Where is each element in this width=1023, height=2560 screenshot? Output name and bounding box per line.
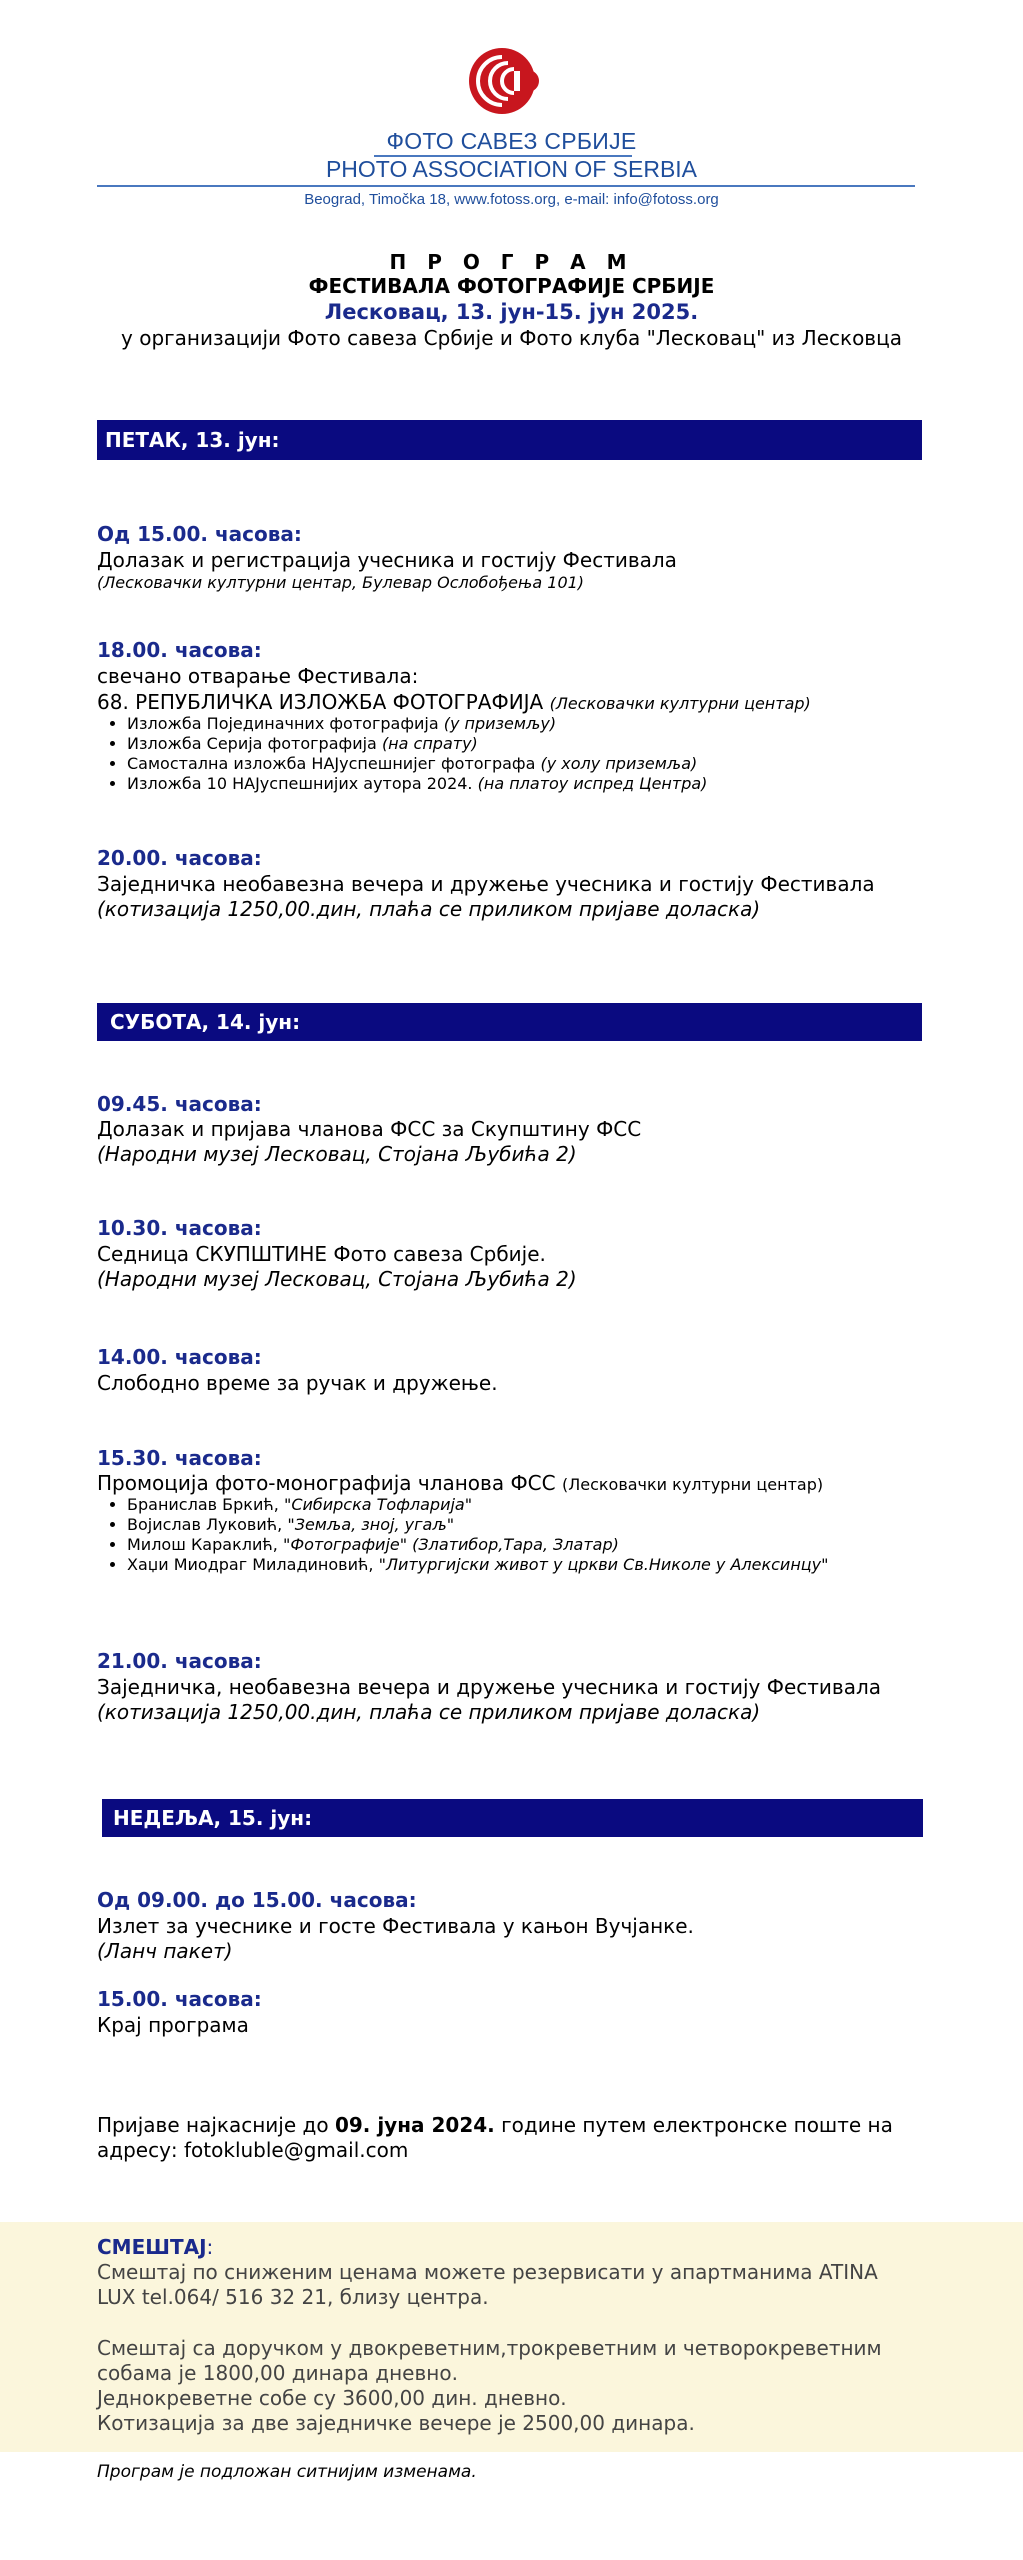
event-text: Долазак и пријава чланова ФСС за Скупштину ФСС [97,1117,642,1141]
registration-date: 09. јуна 2024. [334,2113,495,2137]
exhibition-location: (Лесковачки културни центар) [549,694,811,713]
accommodation-title: СМЕШТАЈ: [97,2235,214,2259]
day-banner-saturday: СУБОТА, 14. јун: [97,1003,922,1041]
event-time: Од 15.00. часова: [97,522,302,546]
org-address: Beograd, Timočka 18, www.fotoss.org, e-mail: info@fotoss.org [304,191,719,208]
event-text: свечано отварање Фестивала: [97,664,419,688]
event-text: Слободно време за ручак и дружење. [97,1371,498,1395]
list-item: • Милош Караклић, "Фотографије" (Златибор,Тара, Златар) [127,1535,829,1555]
list-item: • Изложба Серија фотографија (на спрату) [127,734,707,754]
accommodation-single-room: Једнокреветне собе су 3600,00 дин. дневно. [97,2386,567,2410]
event-text-promotion [97,1471,823,1495]
event-time: 14.00. часова: [97,1345,262,1369]
event-text: Заједничка необавезна вечера и дружење учесника и гостију Фестивала [97,872,875,896]
accommodation-dinner-fee: Котизација за две заједничке вечере је 2500,00 динара. [97,2411,695,2435]
promotion-title: Промоција фото-монографија чланова ФСС [97,1471,556,1495]
event-location: (Народни музеј Лесковац, Стојана Љубића 2) [97,1142,577,1166]
event-note: (Ланч пакет) [97,1939,233,1963]
day-banner-friday: ПЕТАК, 13. јун: [97,420,922,460]
list-item: • Бранислав Бркић, "Сибирска Тофларија" [127,1495,829,1515]
footer-note: Програм је подложан ситнијим изменама. [97,2462,477,2482]
org-name-english: PHOTO ASSOCIATION OF SERBIA [325,156,698,182]
event-time: Од 09.00. до 15.00. часова: [97,1888,417,1912]
event-text: Долазак и регистрација учесника и гостију Фестивала [97,548,677,572]
event-location: (Народни музеј Лесковац, Стојана Љубића 2) [97,1267,577,1291]
fss-logo [468,45,544,117]
registration-deadline: Пријаве најкасније до 09. јуна 2024. године путем електронске поште на адресу: fotokluble@gmail.com [97,2113,893,2162]
list-item: • Самостална изложба НАЈуспешнијег фотографа (у холу приземља) [127,754,707,774]
list-item: • Изложба 10 НАЈуспешнијих аутора 2024. (на платоу испред Центра) [127,774,707,794]
day-banner-sunday: НЕДЕЉА, 15. јун: [102,1799,923,1837]
event-time: 15.00. часова: [97,1987,262,2011]
event-location: (Лесковачки културни центар, Булевар Ослобођења 101) [97,573,585,592]
list-item: • Изложба Појединачних фотографија (у приземљу) [127,714,707,734]
exhibition-list [97,714,707,794]
accommodation-info: Смештај по сниженим ценама можете резервисати у апартманима ATINA LUX tel.064/ 516 32 21, близу центра. [97,2260,878,2309]
festival-place-date: Лесковац, 13. јун-15. јун 2025. [324,300,699,324]
org-name-serbian: ФОТО САВЕЗ СРБИЈЕ [386,128,637,154]
event-fee-note: (котизација 1250,00.дин, плаћа се приликом пријаве доласка) [97,1700,761,1724]
event-time: 21.00. часова: [97,1649,262,1673]
event-time: 15.30. часова: [97,1446,262,1470]
event-text: Заједничка, необавезна вечера и дружење учесника и гостију Фестивала [97,1675,881,1699]
promotion-location: (Лесковачки културни центар) [561,1475,824,1494]
list-item: • Војислав Луковић, "Земља, зној, угаљ" [127,1515,829,1535]
list-item: • Хаџи Миодраг Миладиновић, "Литургијски живот у цркви Св.Николе у Алексинцу" [127,1555,829,1575]
event-time: 20.00. часова: [97,846,262,870]
festival-title: ФЕСТИВАЛА ФОТОГРАФИЈЕ СРБИЈЕ [308,274,715,298]
event-time: 09.45. часова: [97,1092,262,1116]
event-fee-note: (котизација 1250,00.дин, плаћа се приликом пријаве доласка) [97,897,761,921]
header-divider-long [97,185,915,187]
event-text: Излет за учеснике и госте Фестивала у кањон Вучјанке. [97,1914,694,1938]
accommodation-prices: Смештај са доручком у двокреветним,трокреветним и четворокреветним собама је 1800,00 динара дневно. [97,2336,882,2385]
program-title: П Р О Г Р А М [389,250,634,274]
exhibition-title: 68. РЕПУБЛИЧКА ИЗЛОЖБА ФОТОГРАФИЈА [97,690,544,714]
event-time: 10.30. часова: [97,1216,262,1240]
event-text-exhibition [97,690,811,714]
event-time: 18.00. часова: [97,638,262,662]
monograph-list [97,1495,829,1575]
festival-organizers: у организацији Фото савеза Србије и Фото клуба "Лесковац" из Лесковца [121,326,902,350]
event-text: Седница СКУПШТИНЕ Фото савеза Србије. [97,1242,546,1266]
event-text: Крај програма [97,2013,249,2037]
